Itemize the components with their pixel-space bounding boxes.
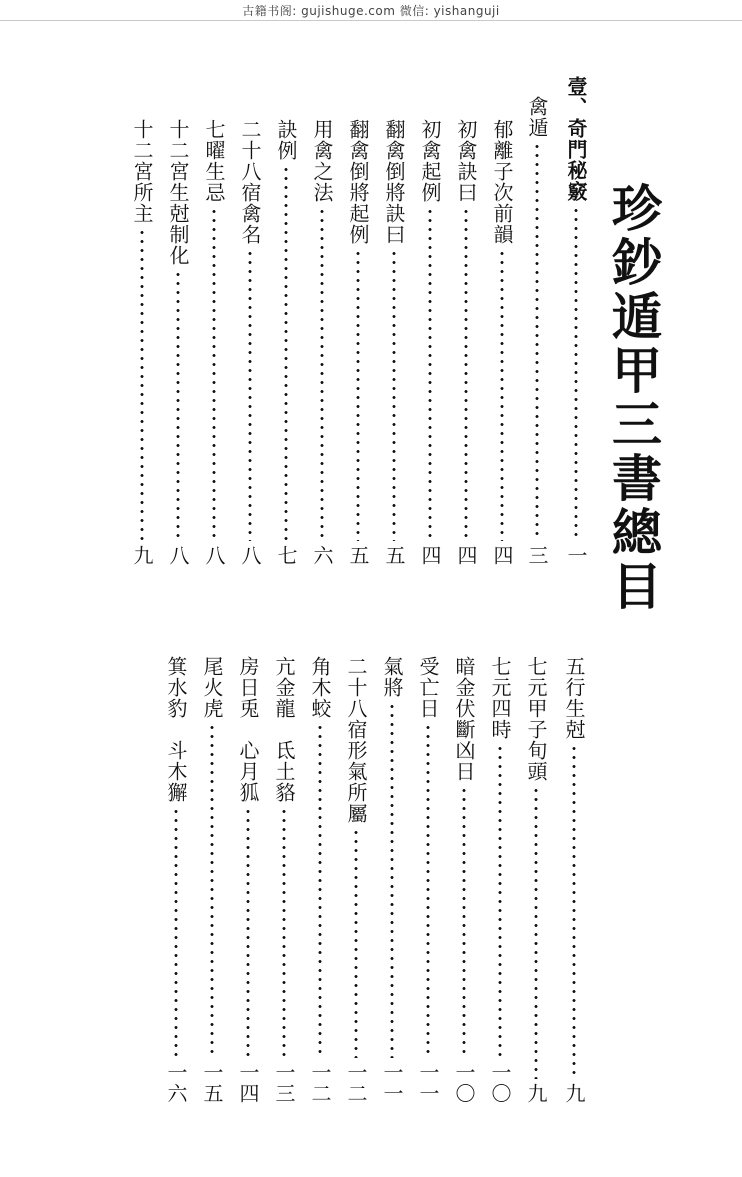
toc-entry-top xyxy=(560,76,586,566)
toc-label: 亢金龍 氐土貉 xyxy=(272,656,296,803)
toc-label: 初禽起例 xyxy=(418,119,442,203)
dot-leader xyxy=(456,207,476,541)
toc-page-number: 一五 xyxy=(200,1062,224,1104)
toc-page-number: 一一 xyxy=(380,1062,404,1104)
dot-leader xyxy=(418,723,438,1058)
toc-entry-bottom xyxy=(304,656,330,1104)
toc-label: 房日兎 心月狐 xyxy=(236,656,260,803)
toc-page-number: 一三 xyxy=(272,1062,296,1104)
dot-leader xyxy=(382,702,402,1058)
toc-page-number: 九 xyxy=(524,1083,548,1104)
toc-label: 二十八宿禽名 xyxy=(238,119,262,245)
toc-entry-top xyxy=(414,119,440,566)
toc-label: 翻禽倒將訣曰 xyxy=(382,119,406,245)
dot-leader xyxy=(527,142,547,541)
toc-page-number: 九 xyxy=(562,1083,586,1104)
dot-leader xyxy=(310,723,330,1058)
toc-entry-bottom xyxy=(232,656,258,1104)
toc-entry-top xyxy=(198,119,224,566)
toc-page-number: 四 xyxy=(418,545,442,566)
toc-label: 初禽訣曰 xyxy=(454,119,478,203)
dot-leader xyxy=(276,165,296,541)
dot-leader xyxy=(526,786,546,1079)
toc-label: 七元四時 xyxy=(488,656,512,740)
toc-entry-top xyxy=(342,119,368,566)
toc-page-number: 一四 xyxy=(236,1062,260,1104)
dot-leader xyxy=(166,807,186,1058)
toc-label: 訣例 xyxy=(274,119,298,161)
dot-leader xyxy=(564,744,584,1079)
toc-page-number: 一一 xyxy=(416,1062,440,1104)
toc-label: 七元甲子旬頭 xyxy=(524,656,548,782)
toc-page-number: 八 xyxy=(238,545,262,566)
dot-leader xyxy=(168,270,188,541)
toc-label: 暗金伏斷凶日 xyxy=(452,656,476,782)
dot-leader xyxy=(454,786,474,1058)
toc-page-number: 六 xyxy=(310,545,334,566)
toc-entry-bottom xyxy=(448,656,474,1104)
toc-entry-top xyxy=(450,119,476,566)
dot-leader xyxy=(238,807,258,1058)
toc-entry-top xyxy=(234,119,260,566)
dot-leader xyxy=(346,828,366,1058)
toc-page-number: 一六 xyxy=(164,1062,188,1104)
toc-entry-bottom xyxy=(520,656,546,1104)
dot-leader xyxy=(348,249,368,541)
toc-page-number: 一〇 xyxy=(488,1062,512,1104)
watermark-bar xyxy=(0,0,742,21)
toc-entry-top xyxy=(270,119,296,566)
toc-page-number: 五 xyxy=(382,545,406,566)
dot-leader xyxy=(420,207,440,541)
toc-label: 翻禽倒將起例 xyxy=(346,119,370,245)
toc-label: 尾火虎 xyxy=(200,656,224,719)
dot-leader xyxy=(274,807,294,1058)
dot-leader xyxy=(202,723,222,1058)
watermark-text: 古籍书阁: gujishuge.com 微信: yishanguji xyxy=(242,3,500,18)
toc-label: 箕水豹 斗木獬 xyxy=(164,656,188,803)
dot-leader xyxy=(492,249,512,541)
toc-entry-top xyxy=(126,119,152,566)
toc-label: 用禽之法 xyxy=(310,119,334,203)
toc-label: 壹、奇門秘竅 xyxy=(564,76,588,202)
dot-leader xyxy=(490,744,510,1058)
toc-page-number: 一〇 xyxy=(452,1062,476,1104)
toc-label: 禽遁 xyxy=(525,96,549,138)
toc-entry-bottom xyxy=(412,656,438,1104)
dot-leader xyxy=(204,207,224,541)
toc-label: 十二宮生尅制化 xyxy=(166,119,190,266)
toc-page-number: 五 xyxy=(346,545,370,566)
toc-entry-bottom xyxy=(160,656,186,1104)
toc-entry-bottom xyxy=(196,656,222,1104)
toc-entry-bottom xyxy=(484,656,510,1104)
toc-label: 十二宮所主 xyxy=(130,119,154,224)
toc-label: 二十八宿形氣所屬 xyxy=(344,656,368,824)
toc-page-number: 一二 xyxy=(308,1062,332,1104)
toc-page-number: 四 xyxy=(454,545,478,566)
toc-page-number: 一 xyxy=(564,545,588,566)
dot-leader xyxy=(132,228,152,541)
toc-page-number: 八 xyxy=(166,545,190,566)
toc-page-number: 四 xyxy=(490,545,514,566)
toc-entry-top xyxy=(378,119,404,566)
dot-leader xyxy=(312,207,332,541)
toc-entry-bottom xyxy=(268,656,294,1104)
toc-entry-bottom xyxy=(558,656,584,1104)
page-title: 珍鈔遁甲三書總目 xyxy=(604,182,663,614)
toc-entry-top xyxy=(306,119,332,566)
toc-page-number: 一二 xyxy=(344,1062,368,1104)
toc-entry-top xyxy=(486,119,512,566)
toc-label: 角木蛟 xyxy=(308,656,332,719)
toc-label: 氣將 xyxy=(380,656,404,698)
toc-page-number: 九 xyxy=(130,545,154,566)
toc-label: 受亡日 xyxy=(416,656,440,719)
toc-label: 郁離子次前韻 xyxy=(490,119,514,245)
toc-page-number: 八 xyxy=(202,545,226,566)
toc-entry-bottom xyxy=(376,656,402,1104)
toc-label: 五行生尅 xyxy=(562,656,586,740)
toc-entry-top xyxy=(521,96,547,566)
toc-page-number: 三 xyxy=(525,545,549,566)
toc-page-number: 七 xyxy=(274,545,298,566)
dot-leader xyxy=(566,206,586,541)
dot-leader xyxy=(240,249,260,541)
toc-entry-bottom xyxy=(340,656,366,1104)
toc-entry-top xyxy=(162,119,188,566)
dot-leader xyxy=(384,249,404,541)
toc-label: 七曜生忌 xyxy=(202,119,226,203)
